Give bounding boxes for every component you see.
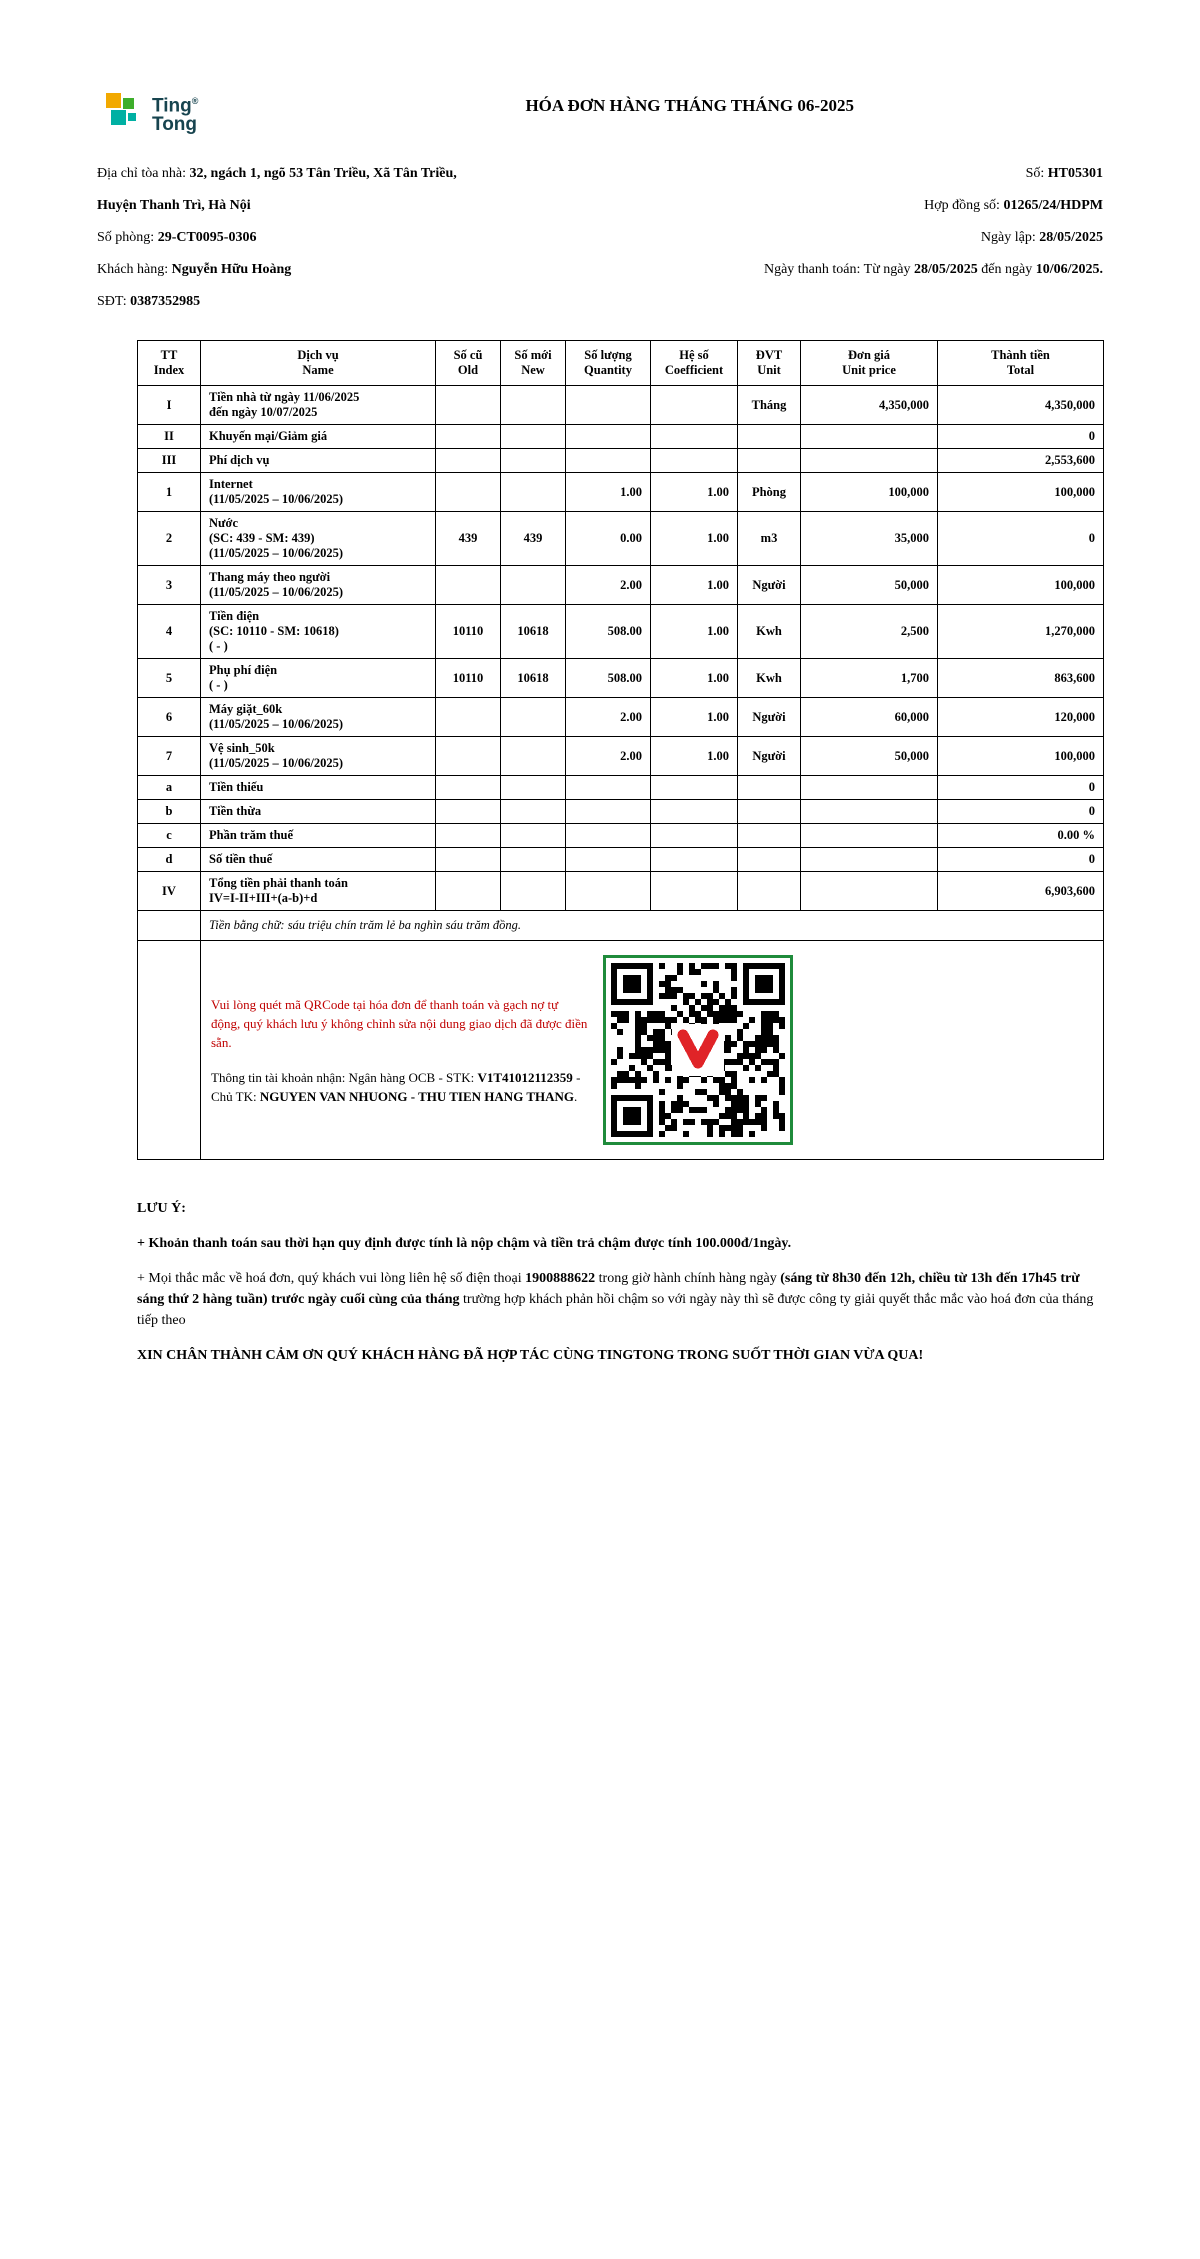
old-reading [436, 776, 501, 800]
quantity: 2.00 [566, 698, 651, 737]
building-address-line1: Địa chỉ tòa nhà: 32, ngách 1, ngõ 53 Tân Triều, Xã Tân Triều, [97, 166, 457, 181]
service-name-line: Phần trăm thuế [209, 828, 294, 842]
unit-price [801, 872, 938, 911]
unit: Người [738, 698, 801, 737]
amount-in-words-cell [201, 911, 1104, 941]
service-name [201, 824, 436, 848]
col-header-line: Số cũ [453, 348, 483, 362]
total: 0 [938, 848, 1104, 872]
logo-line-2: Tong [152, 114, 198, 136]
unit-price [801, 824, 938, 848]
unit-price [801, 776, 938, 800]
col-header-line: Số mới [514, 348, 552, 362]
table-row [138, 449, 1104, 473]
unit-price: 35,000 [801, 512, 938, 566]
footer-note-segment: + Mọi thắc mắc về hoá đơn, quý khách vui lòng liên hệ số điện thoại [137, 1271, 526, 1286]
quantity: 2.00 [566, 737, 651, 776]
unit [738, 848, 801, 872]
old-reading: 439 [436, 512, 501, 566]
total: 120,000 [938, 698, 1104, 737]
new-reading [501, 473, 566, 512]
unit [738, 872, 801, 911]
footer-note-segment: trong giờ hành chính hàng ngày [595, 1271, 781, 1286]
total: 6,903,600 [938, 872, 1104, 911]
service-name-line: (11/05/2025 – 10/06/2025) [209, 492, 344, 506]
row-index: 3 [138, 566, 201, 605]
quantity: 508.00 [566, 659, 651, 698]
service-name-line: (11/05/2025 – 10/06/2025) [209, 546, 344, 560]
row-index: 4 [138, 605, 201, 659]
unit: Phòng [738, 473, 801, 512]
invoice-number: Số: HT05301 [1025, 166, 1103, 181]
col-header-new [501, 341, 566, 386]
col-header-index [138, 341, 201, 386]
total: 0 [938, 776, 1104, 800]
old-reading [436, 449, 501, 473]
row-index: II [138, 425, 201, 449]
service-name-line: Tiền nhà từ ngày 11/06/2025 [209, 390, 360, 404]
customer-name: Khách hàng: Nguyễn Hữu Hoàng [97, 262, 292, 277]
quantity [566, 800, 651, 824]
quantity [566, 386, 651, 425]
table-row [138, 605, 1104, 659]
amount-in-words-label: Tiền bằng chữ: [209, 918, 285, 932]
old-reading [436, 473, 501, 512]
invoice-title: HÓA ĐƠN HÀNG THÁNG THÁNG 06-2025 [525, 96, 854, 115]
total: 863,600 [938, 659, 1104, 698]
new-reading [501, 737, 566, 776]
row-index: 7 [138, 737, 201, 776]
service-name [201, 605, 436, 659]
invoice-table-body [138, 386, 1104, 911]
qr-row [138, 941, 1104, 1160]
service-name [201, 425, 436, 449]
building-address-line2: Huyện Thanh Trì, Hà Nội [97, 198, 251, 213]
new-reading [501, 386, 566, 425]
col-header-line: Quantity [584, 363, 632, 377]
coefficient [651, 449, 738, 473]
col-header-unit [738, 341, 801, 386]
invoice-header [97, 92, 1103, 148]
new-reading [501, 698, 566, 737]
total: 0.00 % [938, 824, 1104, 848]
table-row [138, 425, 1104, 449]
unit [738, 800, 801, 824]
unit [738, 449, 801, 473]
coefficient [651, 848, 738, 872]
footer-title: LƯU Ý: [137, 1201, 186, 1216]
account-mid: - Chủ TK: [211, 1069, 581, 1104]
qr-account-info [211, 1068, 589, 1106]
coefficient [651, 824, 738, 848]
service-name-line: (SC: 10110 - SM: 10618) [209, 624, 339, 638]
quantity [566, 848, 651, 872]
account-suffix: . [574, 1088, 578, 1104]
payment-period: Ngày thanh toán: Từ ngày 28/05/2025 đến ngày 10/06/2025. [763, 262, 1103, 277]
table-row [138, 800, 1104, 824]
service-name [201, 698, 436, 737]
service-name-line: Internet [209, 477, 253, 491]
old-reading [436, 872, 501, 911]
service-name [201, 800, 436, 824]
quantity [566, 449, 651, 473]
table-row [138, 737, 1104, 776]
footer-thanks: XIN CHÂN THÀNH CẢM ƠN QUÝ KHÁCH HÀNG ĐÃ HỢP TÁC CÙNG TINGTONG TRONG SUỐT THỜI GIAN VỪA QUA! [137, 1348, 924, 1363]
row-index: c [138, 824, 201, 848]
account-prefix: Thông tin tài khoản nhận: Ngân hàng OCB - STK: [211, 1069, 478, 1085]
row-index: b [138, 800, 201, 824]
new-reading: 10618 [501, 605, 566, 659]
row-index: d [138, 848, 201, 872]
new-reading [501, 848, 566, 872]
unit: Kwh [738, 605, 801, 659]
logo-line-1: Ting® [152, 95, 199, 117]
old-reading [436, 566, 501, 605]
service-name [201, 566, 436, 605]
unit [738, 425, 801, 449]
service-name-line: Tiền điện [209, 609, 260, 623]
invoice-table-extra [138, 911, 1104, 1160]
quantity [566, 872, 651, 911]
old-reading [436, 848, 501, 872]
new-reading [501, 776, 566, 800]
coefficient: 1.00 [651, 473, 738, 512]
qr-cell [201, 941, 1104, 1160]
unit-price: 2,500 [801, 605, 938, 659]
tingtong-logo [97, 92, 198, 138]
service-name-line: ( - ) [209, 639, 228, 653]
old-reading: 10110 [436, 605, 501, 659]
quantity [566, 824, 651, 848]
col-header-line: Index [153, 363, 185, 377]
unit [738, 776, 801, 800]
quantity: 2.00 [566, 566, 651, 605]
unit-price [801, 425, 938, 449]
new-reading [501, 872, 566, 911]
col-header-old [436, 341, 501, 386]
unit-price [801, 800, 938, 824]
total: 100,000 [938, 737, 1104, 776]
unit: m3 [738, 512, 801, 566]
service-name [201, 512, 436, 566]
service-name-line: Phụ phí điện [209, 663, 278, 677]
col-header-line: ĐVT [755, 348, 783, 362]
old-reading [436, 824, 501, 848]
footer-note-segment: trường hợp khách phản hồi chậm so với ngày này thì sẽ được công ty giải quyết thắc mắc vào hoá đơn của tháng tiếp theo [137, 1292, 1094, 1328]
col-header-line: Coefficient [664, 363, 724, 377]
invoice-info [97, 164, 1103, 324]
col-header-quantity [566, 341, 651, 386]
row-index: 2 [138, 512, 201, 566]
service-name [201, 449, 436, 473]
info-left-column [97, 164, 457, 324]
service-name [201, 848, 436, 872]
service-name-line: ( - ) [209, 678, 228, 692]
service-name-line: Tổng tiền phải thanh toán [209, 876, 348, 890]
account-number: V1T41012112359 [477, 1069, 573, 1085]
col-header-line: Unit price [842, 363, 896, 377]
unit-price: 50,000 [801, 737, 938, 776]
table-row [138, 776, 1104, 800]
info-right-column [764, 164, 1103, 324]
invoice-table [137, 340, 1104, 1160]
coefficient: 1.00 [651, 737, 738, 776]
service-name-line: IV=I-II+III+(a-b)+d [209, 891, 318, 905]
footer-note-segment: (sáng từ 8h30 đến 12h, chiều từ 13h đến 17h45 trừ sáng thứ 2 hàng tuần) [137, 1271, 1080, 1307]
col-header-coefficient [651, 341, 738, 386]
old-reading [436, 737, 501, 776]
qr-payment-notice: Vui lòng quét mã QRCode tại hóa đơn để thanh toán và gạch nợ tự động, quý khách lưu ý không chỉnh sửa nội dung giao dịch đã được điền sẵn. [211, 996, 588, 1050]
contract-number: Hợp đồng số: 01265/24/HDPM [924, 198, 1103, 213]
quantity [566, 425, 651, 449]
service-name-line: Phí dịch vụ [209, 453, 270, 467]
quantity [566, 776, 651, 800]
qr-code-image [611, 963, 785, 1137]
amount-in-words-row [138, 911, 1104, 941]
unit [738, 824, 801, 848]
unit: Kwh [738, 659, 801, 698]
old-reading [436, 386, 501, 425]
table-row [138, 386, 1104, 425]
table-row [138, 473, 1104, 512]
qr-text-block [211, 995, 589, 1106]
col-header-line: Old [457, 363, 479, 377]
col-header-line: Unit [757, 363, 781, 377]
total: 1,270,000 [938, 605, 1104, 659]
col-header-line: Thành tiền [991, 348, 1050, 362]
total: 0 [938, 512, 1104, 566]
unit-price: 50,000 [801, 566, 938, 605]
unit-price: 60,000 [801, 698, 938, 737]
service-name-line: Tiền thiếu [209, 780, 264, 794]
col-header-service [201, 341, 436, 386]
service-name [201, 737, 436, 776]
col-header-line: TT [160, 348, 178, 362]
issue-date: Ngày lập: 28/05/2025 [980, 230, 1103, 245]
footer-contact-note [137, 1268, 1110, 1331]
service-name-line: (SC: 439 - SM: 439) [209, 531, 315, 545]
unit-price [801, 449, 938, 473]
row-index: a [138, 776, 201, 800]
row-index: 1 [138, 473, 201, 512]
col-header-line: New [521, 363, 545, 377]
row-index: I [138, 386, 201, 425]
coefficient [651, 425, 738, 449]
footer-note-segment: 1900888622 [525, 1271, 596, 1286]
unit-price: 1,700 [801, 659, 938, 698]
col-header-line: Số lượng [584, 348, 632, 362]
col-header-total [938, 341, 1104, 386]
total: 0 [938, 425, 1104, 449]
service-name-line: (11/05/2025 – 10/06/2025) [209, 756, 344, 770]
service-name-line: Số tiền thuế [209, 852, 273, 866]
total: 2,553,600 [938, 449, 1104, 473]
table-row [138, 566, 1104, 605]
old-reading [436, 698, 501, 737]
coefficient: 1.00 [651, 566, 738, 605]
account-holder: NGUYEN VAN NHUONG - THU TIEN HANG THANG [259, 1088, 574, 1104]
service-name-line: (11/05/2025 – 10/06/2025) [209, 585, 344, 599]
new-reading [501, 449, 566, 473]
col-header-line: Total [1006, 363, 1035, 377]
footer-late-payment-note: + Khoản thanh toán sau thời hạn quy định được tính là nộp chậm và tiền trả chậm được tính 100.000đ/1ngày. [137, 1236, 792, 1251]
quantity: 508.00 [566, 605, 651, 659]
invoice-footer [137, 1198, 1110, 1366]
service-name [201, 659, 436, 698]
unit-price [801, 848, 938, 872]
quantity: 0.00 [566, 512, 651, 566]
table-row [138, 824, 1104, 848]
coefficient: 1.00 [651, 659, 738, 698]
unit-price: 100,000 [801, 473, 938, 512]
quantity: 1.00 [566, 473, 651, 512]
coefficient: 1.00 [651, 605, 738, 659]
col-header-line: Đơn giá [848, 348, 890, 362]
customer-phone: SĐT: 0387352985 [97, 294, 201, 309]
service-name [201, 872, 436, 911]
room-number: Số phòng: 29-CT0095-0306 [97, 230, 257, 245]
tingtong-logo-icon [97, 92, 143, 138]
footer-note-segment: trước ngày cuối cùng của tháng [267, 1292, 460, 1307]
service-name-line: Tiền thừa [209, 804, 262, 818]
service-name-line: Nước [209, 516, 238, 530]
new-reading: 10618 [501, 659, 566, 698]
coefficient [651, 872, 738, 911]
col-header-unit-price [801, 341, 938, 386]
empty-index-cell [138, 911, 201, 941]
service-name [201, 776, 436, 800]
service-name [201, 473, 436, 512]
table-row [138, 659, 1104, 698]
old-reading [436, 800, 501, 824]
coefficient: 1.00 [651, 512, 738, 566]
unit: Người [738, 737, 801, 776]
table-row [138, 512, 1104, 566]
tingtong-logo-text [152, 92, 198, 134]
service-name-line: (11/05/2025 – 10/06/2025) [209, 717, 344, 731]
unit: Tháng [738, 386, 801, 425]
coefficient: 1.00 [651, 698, 738, 737]
empty-index-cell [138, 941, 201, 1160]
total: 4,350,000 [938, 386, 1104, 425]
row-index: 6 [138, 698, 201, 737]
total: 100,000 [938, 473, 1104, 512]
service-name-line: Máy giặt_60k [209, 702, 283, 716]
total: 0 [938, 800, 1104, 824]
new-reading [501, 425, 566, 449]
row-index: III [138, 449, 201, 473]
row-index: IV [138, 872, 201, 911]
coefficient [651, 386, 738, 425]
new-reading [501, 800, 566, 824]
qr-code [603, 955, 793, 1145]
col-header-line: Dịch vụ [297, 348, 339, 362]
unit: Người [738, 566, 801, 605]
new-reading [501, 824, 566, 848]
table-row [138, 872, 1104, 911]
service-name [201, 386, 436, 425]
service-name-line: Vệ sinh_50k [209, 741, 275, 755]
coefficient [651, 800, 738, 824]
table-row [138, 698, 1104, 737]
total: 100,000 [938, 566, 1104, 605]
invoice-table-header [138, 341, 1104, 386]
new-reading [501, 566, 566, 605]
col-header-line: Name [302, 363, 334, 377]
unit-price: 4,350,000 [801, 386, 938, 425]
old-reading: 10110 [436, 659, 501, 698]
table-row [138, 848, 1104, 872]
service-name-line: Thang máy theo người [209, 570, 331, 584]
row-index: 5 [138, 659, 201, 698]
new-reading: 439 [501, 512, 566, 566]
old-reading [436, 425, 501, 449]
qr-flex [211, 955, 1093, 1145]
service-name-line: Khuyến mại/Giảm giá [209, 429, 328, 443]
amount-in-words-value: sáu triệu chín trăm lẻ ba nghìn sáu trăm đồng. [284, 918, 522, 932]
coefficient [651, 776, 738, 800]
col-header-line: Hệ số [679, 348, 709, 362]
service-name-line: đến ngày 10/07/2025 [209, 405, 318, 419]
